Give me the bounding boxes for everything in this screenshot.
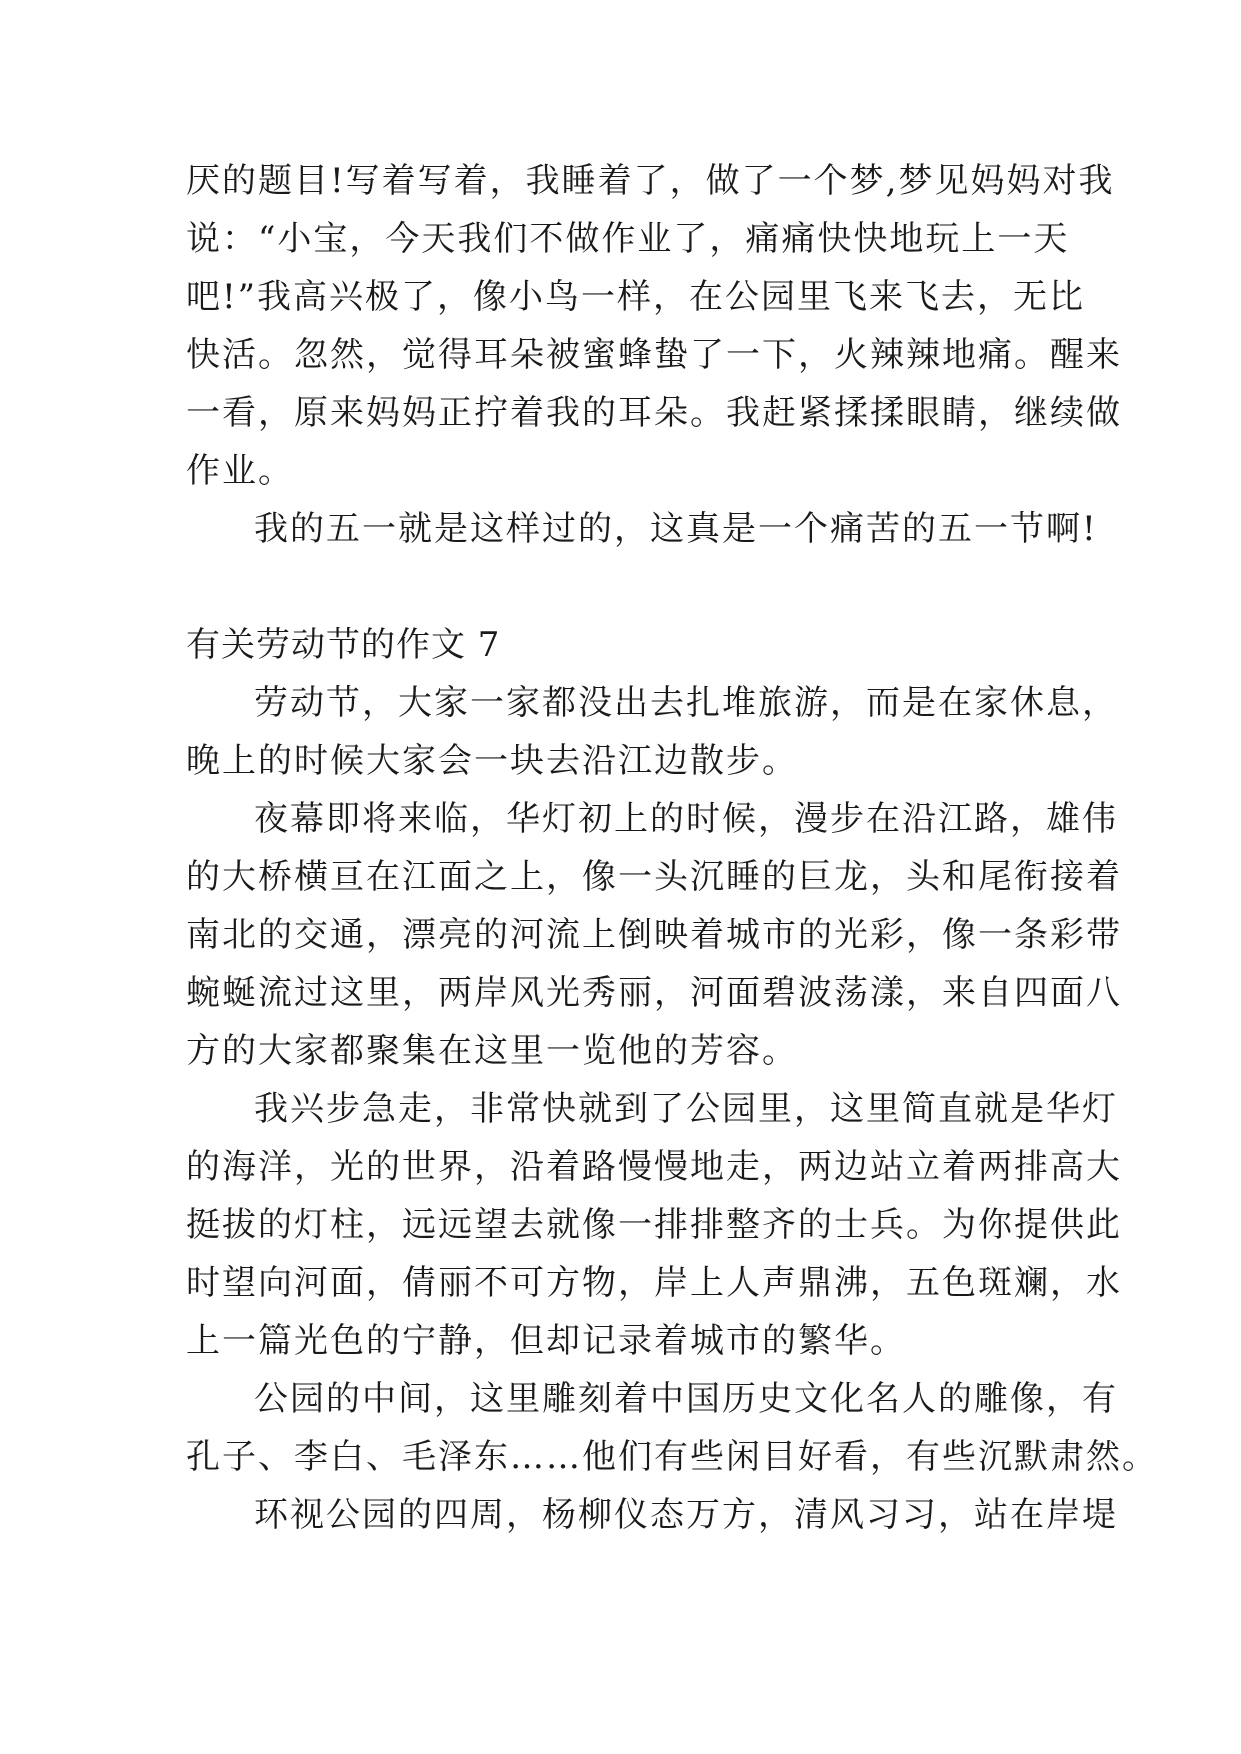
text-line: 南北的交通，漂亮的河流上倒映着城市的光彩，像一条彩带 [186, 915, 1122, 955]
text-line: 吧!”我高兴极了，像小鸟一样，在公园里飞来飞去，无比 [186, 277, 1086, 317]
paragraph [186, 1486, 1118, 1544]
text-line: 上一篇光色的宁静，但却记录着城市的繁华。 [186, 1321, 906, 1361]
text-line: 快活。忽然，觉得耳朵被蜜蜂蛰了一下，火辣辣地痛。醒来 [186, 335, 1122, 375]
paragraph [186, 1370, 1158, 1486]
paragraph [186, 674, 1118, 790]
text-line: 夜幕即将来临，华灯初上的时候，漫步在沿江路，雄伟 [254, 799, 1118, 839]
text-line: 蜿蜒流过这里，两岸风光秀丽，河面碧波荡漾，来自四面八 [186, 973, 1122, 1013]
text-line: 方的大家都聚集在这里一览他的芳容。 [186, 1031, 798, 1071]
text-line: 的大桥横亘在江面之上，像一头沉睡的巨龙，头和尾衔接着 [186, 857, 1122, 897]
text-line: 我的五一就是这样过的，这真是一个痛苦的五一节啊! [254, 509, 1098, 549]
text-line: 我兴步急走，非常快就到了公园里，这里简直就是华灯 [254, 1089, 1118, 1129]
paragraph [186, 790, 1122, 1080]
text-line: 晚上的时候大家会一块去沿江边散步。 [186, 741, 798, 781]
text-line: 孔子、李白、毛泽东……他们有些闲目好看，有些沉默肃然。 [186, 1437, 1158, 1477]
paragraph [186, 152, 1122, 500]
text-line: 作业。 [186, 451, 294, 491]
paragraph [186, 1080, 1122, 1370]
paragraph [186, 500, 1098, 558]
text-line: 的海洋，光的世界，沿着路慢慢地走，两边站立着两排高大 [186, 1147, 1122, 1187]
text-line: 环视公园的四周，杨柳仪态万方，清风习习，站在岸堤 [254, 1495, 1118, 1535]
text-line: 一看，原来妈妈正拧着我的耳朵。我赶紧揉揉眼睛，继续做 [186, 393, 1122, 433]
document-body [186, 152, 1158, 1544]
text-line: 公园的中间，这里雕刻着中国历史文化名人的雕像，有 [254, 1379, 1118, 1419]
section-gap [186, 558, 1066, 616]
text-line: 说：“小宝，今天我们不做作业了，痛痛快快地玩上一天 [186, 219, 1070, 259]
text-line: 时望向河面，倩丽不可方物，岸上人声鼎沸，五色斑斓，水 [186, 1263, 1122, 1303]
essay-heading: 有关劳动节的作文 7 [186, 625, 501, 665]
text-line: 劳动节，大家一家都没出去扎堆旅游，而是在家休息， [254, 683, 1118, 723]
text-line: 厌的题目!写着写着，我睡着了，做了一个梦,梦见妈妈对我 [186, 161, 1115, 201]
text-line: 挺拔的灯柱，远远望去就像一排排整齐的士兵。为你提供此 [186, 1205, 1122, 1245]
